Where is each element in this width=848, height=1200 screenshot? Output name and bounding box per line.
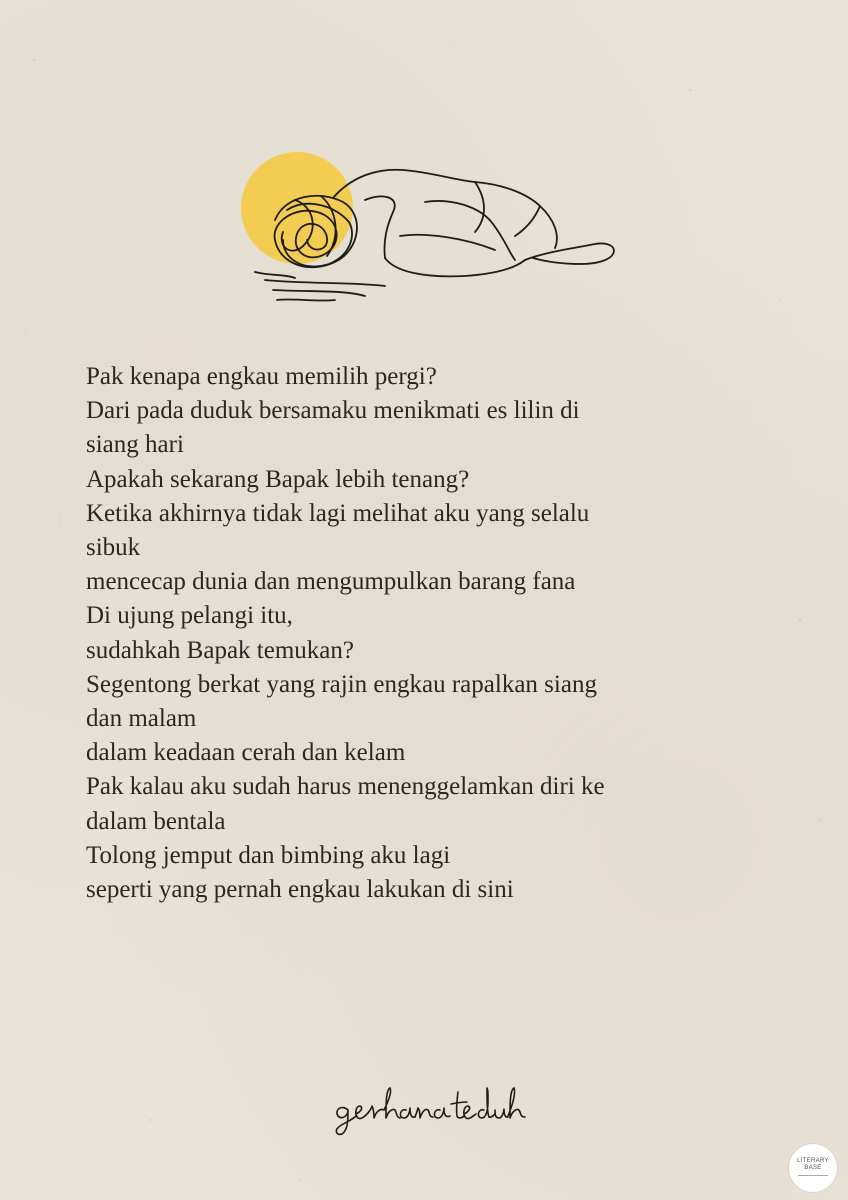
- poem-line: Tolong jemput dan bimbing aku lagi: [86, 841, 451, 869]
- poem-line: Ketika akhirnya tidak lagi melihat aku yang selalu: [86, 499, 590, 527]
- poem-line: Pak kalau aku sudah harus menenggelamkan diri ke: [86, 773, 605, 801]
- poem-line: mencecap dunia dan mengumpulkan barang fana: [86, 568, 576, 596]
- poem-line: Pak kenapa engkau memilih pergi?: [86, 363, 437, 390]
- literary-base-logo: [788, 1143, 838, 1193]
- poem-line: sibuk: [86, 534, 141, 562]
- poem-line: Segentong berkat yang rajin engkau rapalkan siang: [86, 670, 597, 698]
- poem-line: sudahkah Bapak temukan?: [86, 636, 354, 664]
- badge-line-2: BASE: [804, 1165, 822, 1171]
- sleeping-figure-with-sun-icon: [225, 140, 635, 310]
- poem-line: Dari pada duduk bersamaku menikmati es lilin di: [86, 397, 580, 425]
- badge-divider: [798, 1175, 828, 1176]
- author-signature: [330, 1080, 530, 1140]
- poem-line: dan malam: [86, 705, 197, 733]
- badge-line-1: LITERARY: [797, 1158, 829, 1164]
- poem: [86, 360, 706, 907]
- poem-line: dalam bentala: [86, 807, 226, 835]
- poem-line: seperti yang pernah engkau lakukan di sini: [86, 876, 514, 904]
- poem-line: siang hari: [86, 431, 184, 459]
- badge-text: [789, 1158, 837, 1172]
- poem-line: Apakah sekarang Bapak lebih tenang?: [86, 465, 470, 493]
- poem-line: Di ujung pelangi itu,: [86, 602, 293, 630]
- poem-line: dalam keadaan cerah dan kelam: [86, 739, 406, 767]
